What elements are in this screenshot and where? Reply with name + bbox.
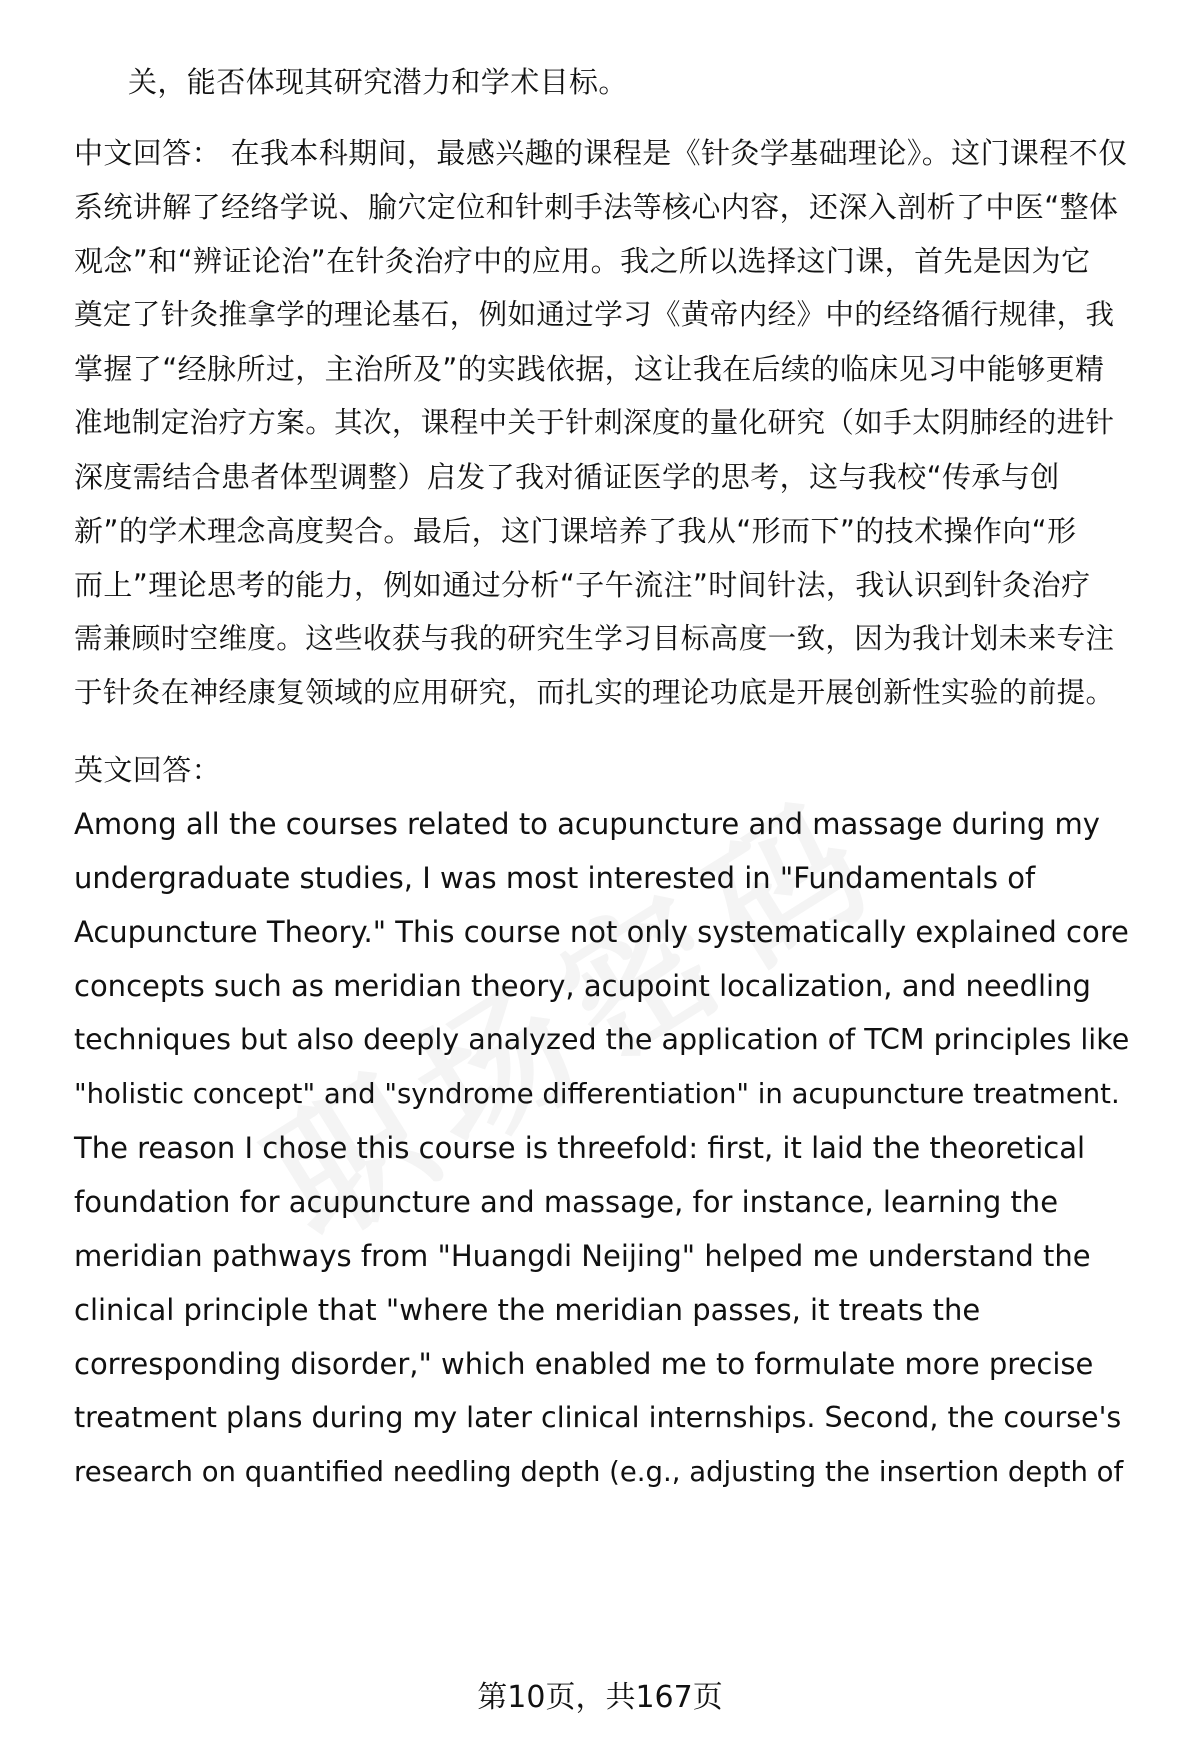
english-line: techniques but also deeply analyzed the application of TCM principles like <box>74 1023 1130 1056</box>
chinese-line: 奠定了针灸推拿学的理论基石，例如通过学习《黄帝内经》中的经络循行规律，我 <box>74 298 1115 331</box>
chinese-line: 准地制定治疗方案。其次，课程中关于针刺深度的量化研究（如手太阴肺经的进针 <box>74 406 1115 439</box>
english-heading: 英文回答： <box>74 753 222 787</box>
chinese-line: 中文回答： 在我本科期间，最感兴趣的课程是《针灸学基础理论》。这门课程不仅 <box>74 136 1128 170</box>
chinese-line: 系统讲解了经络学说、腧穴定位和针刺手法等核心内容，还深入剖析了中医“整体 <box>74 190 1119 224</box>
english-line: undergraduate studies, I was most interested in "Fundamentals of <box>74 861 1036 895</box>
chinese-line: 深度需结合患者体型调整）启发了我对循证医学的思考，这与我校“传承与创 <box>74 460 1060 494</box>
english-line: Acupuncture Theory." This course not only systematically explained core <box>74 915 1129 949</box>
chinese-line: 而上”理论思考的能力，例如通过分析“子午流注”时间针法，我认识到针灸治疗 <box>74 568 1091 602</box>
english-line: meridian pathways from "Huangdi Neijing" helped me understand the <box>74 1239 1091 1273</box>
intro-continuation: 关，能否体现其研究潜力和学术目标。 <box>128 65 628 99</box>
english-line: "holistic concept" and "syndrome differentiation" in acupuncture treatment. <box>74 1078 1120 1110</box>
chinese-line: 新”的学术理念高度契合。最后，这门课培养了我从“形而下”的技术操作向“形 <box>74 514 1077 548</box>
english-line: concepts such as meridian theory, acupoint localization, and needling <box>74 969 1091 1003</box>
english-line: treatment plans during my later clinical internships. Second, the course's <box>74 1401 1122 1434</box>
page-number: 第10页，共167页 <box>477 1680 723 1715</box>
english-line: Among all the courses related to acupuncture and massage during my <box>74 807 1100 841</box>
english-line: clinical principle that "where the meridian passes, it treats the <box>74 1293 981 1327</box>
english-line: research on quantified needling depth (e.g., adjusting the insertion depth of <box>74 1456 1124 1488</box>
chinese-line: 观念”和“辨证论治”在针灸治疗中的应用。我之所以选择这门课，首先是因为它 <box>74 244 1091 278</box>
chinese-line: 于针灸在神经康复领域的应用研究，而扎实的理论功底是开展创新性实验的前提。 <box>74 676 1115 709</box>
english-line: corresponding disorder," which enabled me to formulate more precise <box>74 1347 1094 1381</box>
english-line: foundation for acupuncture and massage, for instance, learning the <box>74 1185 1059 1219</box>
chinese-line: 需兼顾时空维度。这些收获与我的研究生学习目标高度一致，因为我计划未来专注 <box>74 622 1115 655</box>
english-line: The reason I chose this course is threefold: first, it laid the theoretical <box>74 1131 1086 1165</box>
chinese-line: 掌握了“经脉所过，主治所及”的实践依据，这让我在后续的临床见习中能够更精 <box>74 352 1105 386</box>
